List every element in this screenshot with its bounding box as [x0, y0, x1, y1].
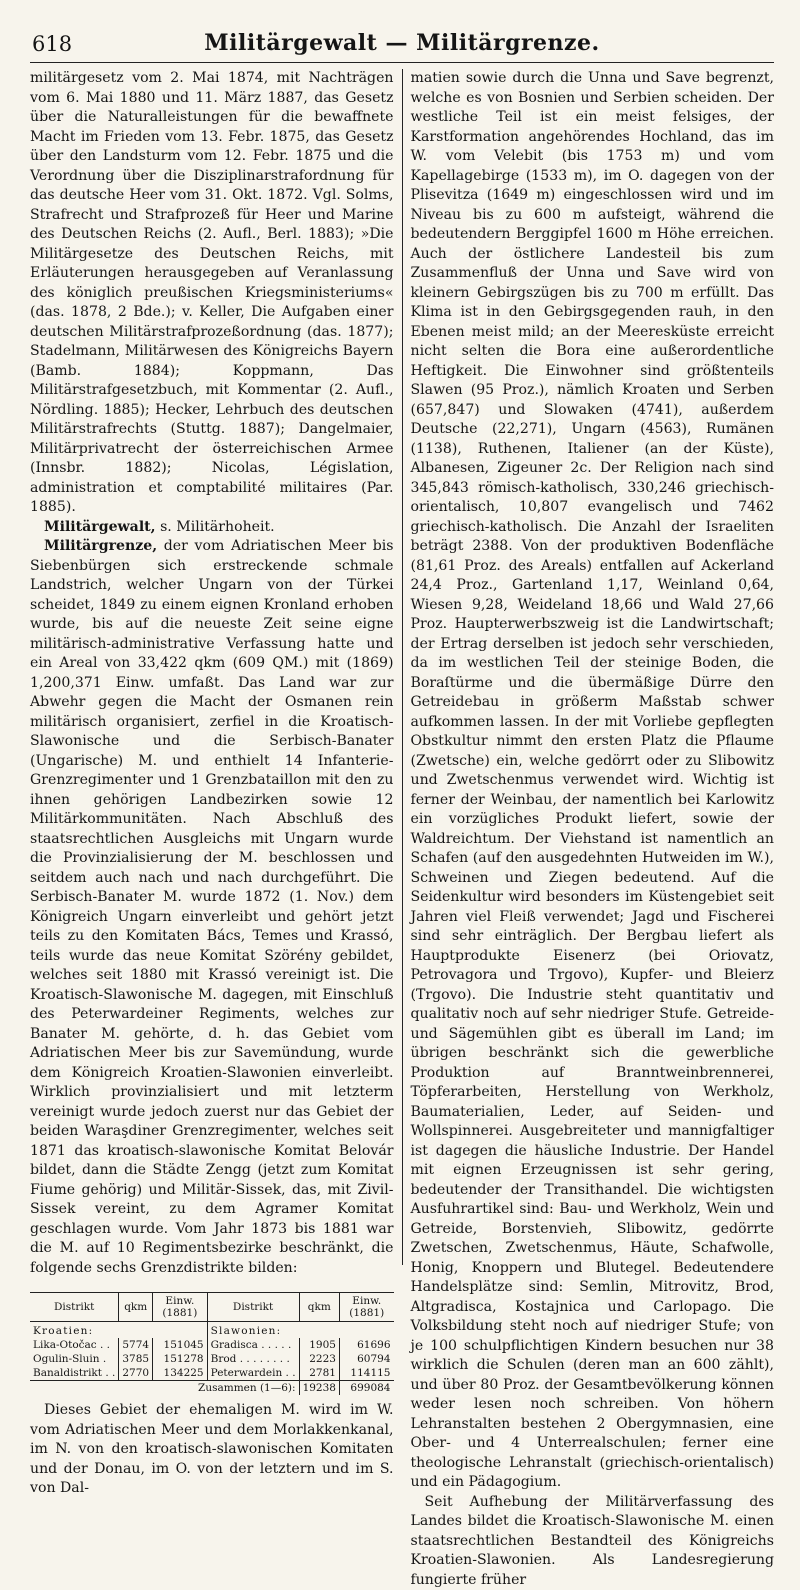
two-column-body [30, 69, 774, 1265]
table-header-row [30, 1293, 394, 1322]
headword: Militärgrenze, [44, 538, 157, 554]
table-row [30, 1366, 394, 1381]
total-label: Zusammen (1—6): [30, 1381, 299, 1396]
geography-paragraph: matien sowie durch die Unna und Save begrenzt, welche es von Bosnien und Serbien scheiden. Der westliche Teil ist ein meist felsiges, der Karstformation angehörendes Hochland, das im W. vom Velebit (bis 1753 m) und vom Kapellagebirge (1533 m), im O. dagegen von der Plisevitza (1649 m) eingeschlossen wird und im Niveau bis zu 600 m aufsteigt, während die bedeutendern Berggipfel 1600 m Höhe erreichen. Auch der östlichere Landesteil bis zum Zusammenfluß der Unna und Save wird von kleinern Gebirgszügen bis zu 700 m erfüllt. Das Klima ist in den Gebirgsgegenden rauh, in den Ebenen meist mild; an der Meeresküste erreicht nicht selten die Bora eine außerordentliche Heftigkeit. Die Einwohner sind größtenteils Slawen (95 Proz.), nämlich Kroaten und Serben (657,847) und Slowaken (4741), außerdem Deutsche (22,271), Ungarn (4563), Rumänen (1138), Ruthenen, Italiener (an der Küste), Albanesen, Zigeuner 2c. Der Religion nach sind 345,843 römisch-katholisch, 330,246 griechisch-orientalisch, 10,807 evangelisch und 7462 griechisch-katholisch. Die Anzahl der Israeliten beträgt 2388. Von der produktiven Bodenfläche (81,61 Proz. des Areals) entfallen auf Ackerland 24,4 Proz., Gartenland 1,17, Weinland 0,64, Wiesen 9,28, Weideland 18,66 und Wald 27,66 Proz. Haupterwerbszweig ist die Landwirtschaft; der Ertrag derselben ist jedoch sehr verschieden, da im westlichen Teil der steinige Boden, die Boraſtürme und die übermäßige Dürre den Getreidebau in größerm Maßstab schwer aufkommen lassen. In der mit Vorliebe gepflegten Obstkultur nimmt den ersten Platz die Pflaume (Zwetsche) ein, welche gedörrt oder zu Slibowitz und Zwetschenmus verwendet wird. Wichtig ist ferner der Weinbau, der namentlich bei Karlowitz ein vorzügliches Produkt liefert, sowie der Waldreichtum. Der Viehstand ist namentlich an Schafen (auf den ausgedehnten Hutweiden im W.), Schweinen und Ziegen bedeutend. Auf die Seidenkultur wird besonders im Küstengebiet seit Jahren viel Fleiß verwendet; Jagd und Fischerei sind sehr einträglich. Der Bergbau liefert als Hauptprodukte Eisenerz (bei Oriovatz, Petrovagora und Trgovo), Kupfer- und Bleierz (Trgovo). Die Industrie steht quantitativ und qualitativ noch auf sehr niedriger Stufe. Getreide- und Sägemühlen gibt es überall im Land; im übrigen beschränkt sich die gewerbliche Produktion auf Branntweinbrennerei, Töpferarbeiten, Herstellung von Werkholz, Baumaterialien, Leder, auf Seiden- und Wollspinnerei. Ausgebreiteter und mannigfaltiger ist dagegen die häusliche Industrie. Der Handel mit eignen Erzeugnissen ist sehr gering, bedeutender der Transithandel. Die wichtigsten Ausfuhrartikel sind: Bau- und Werkholz, Wein und Getreide, Borstenvieh, Slibowitz, gedörrte Zwetschen, Zwetschenmus, Häute, Schafwolle, Honig, Knoppern und Blutegel. Bedeutendere Handelsplätze sind: Semlin, Mitrovitz, Brod, Altgradisca, Kostajnica und Carlopago. Die Volksbildung steht noch auf niedriger Stufe; von je 100 schulpflichtigen Kindern besuchen nur 38 wirklich die Schulen (deren man an 600 zählt), und über 80 Proz. der Gesamtbevölkerung können weder lesen noch schreiben. Von höhern Lehranstalten bestehen 2 Obergymnasien, eine Ober- und 4 Unterrealschulen; ferner eine theologische Lehranstalt (griechisch-orientalisch) und ein Pädagogium. [411, 69, 775, 1493]
entry-text: s. Militärhoheit. [156, 519, 275, 535]
cell: 2223 [299, 1352, 339, 1366]
total-einw: 699084 [339, 1381, 393, 1396]
group-row [30, 1322, 394, 1339]
col-header: Einw. (1881) [153, 1293, 208, 1322]
page-number: 618 [32, 32, 72, 56]
boundaries-paragraph: Dieses Gebiet der ehemaligen M. wird im W. vom Adriatischen Meer und dem Morlakkenkanal, im N. von den kroatisch-slawonischen Komitaten und der Donau, im O. von der letztern und im S. von Dal- [30, 1401, 394, 1499]
cell: 151278 [153, 1352, 208, 1366]
running-title: Militärgewalt — Militärgrenze. [30, 30, 774, 56]
table-row [30, 1338, 394, 1352]
cell: 3785 [119, 1352, 153, 1366]
district-table [30, 1292, 394, 1395]
col-header: qkm [299, 1293, 339, 1322]
cell: Ogulin-Sluin . [30, 1352, 119, 1366]
cell: Brod . . . . . . . . [207, 1352, 299, 1366]
cell: 1905 [299, 1338, 339, 1352]
cell: 61696 [339, 1338, 393, 1352]
page-header [30, 22, 774, 63]
headword: Militärgewalt, [44, 519, 156, 535]
cell: 114115 [339, 1366, 393, 1381]
military-law-paragraph: militärgesetz vom 2. Mai 1874, mit Nachträgen vom 6. Mai 1880 und 11. März 1887, das Gesetz über die Naturalleistungen für die bewaffnete Macht im Frieden vom 13. Febr. 1875, das Gesetz über den Landsturm vom 12. Febr. 1875 und die Verordnung über die Disziplinarstrafordnung für das deutsche Heer vom 31. Okt. 1872. Vgl. Solms, Strafrecht und Strafprozeß für Heer und Marine des Deutschen Reichs (2. Aufl., Berl. 1883); »Die Militärgesetze des Deutschen Reichs, mit Erläuterungen herausgegeben auf Veranlassung des königlich preußischen Kriegsministeriums« (das. 1878, 2 Bde.); v. Keller, Die Aufgaben einer deutschen Militärstrafprozeßordnung (das. 1877); Stadelmann, Militärwesen des Königreichs Bayern (Bamb. 1884); Koppmann, Das Militärstrafgesetzbuch, mit Kommentar (2. Aufl., Nördling. 1885); Hecker, Lehrbuch des deutschen Militärstrafrechts (Stuttg. 1887); Dangelmaier, Militärprivatrecht der österreichischen Armee (Innsbr. 1882); Nicolas, Législation, administration et comptabilité militaires (Par. 1885). [30, 69, 394, 518]
cell: 2770 [119, 1366, 153, 1381]
cell: 2781 [299, 1366, 339, 1381]
entry-militaergrenze [30, 537, 394, 1278]
table-row [30, 1352, 394, 1366]
left-column [30, 69, 402, 1265]
cell: Peterwardein . . [207, 1366, 299, 1381]
cell: 151045 [153, 1338, 208, 1352]
right-column [403, 69, 775, 1265]
col-header: Distrikt [30, 1293, 119, 1322]
total-qkm: 19238 [299, 1381, 339, 1396]
entry-militaergewalt [30, 518, 394, 538]
col-header: qkm [119, 1293, 153, 1322]
cell: 5774 [119, 1338, 153, 1352]
entry-text: der vom Adriatischen Meer bis Siebenbürgen sich erstreckende schmale Landstrich, welcher Ungarn von der Türkei scheidet, 1849 zu einem eignen Kronland erhoben wurde, bis auf die neueste Zeit seine eigne militärisch-administrative Verfassung hatte und ein Areal von 33,422 qkm (609 QM.) mit (1869) 1,200,371 Einw. umfaßt. Das Land war zur Abwehr gegen die Macht der Osmanen rein militärisch organisiert, zerfiel in die Kroatisch-Slawonische und die Serbisch-Banater (Ungarische) M. und enthielt 14 Infanterie-Grenzregimenter und 1 Grenzbataillon mit den zu ihnen gehörigen Landbezirken sowie 12 Militärkommunitäten. Nach Abschluß des staatsrechtlichen Ausgleichs mit Ungarn wurde die Provinzialisierung der M. beschlossen und seitdem auch nach und nach durchgeführt. Die Serbisch-Banater M. wurde 1872 (1. Nov.) dem Königreich Ungarn einverleibt und gehört jetzt teils zu den Komitaten Bács, Temes und Krassó, teils wurde das neue Komitat Szörény gebildet, welches seit 1880 mit Krassó vereinigt ist. Die Kroatisch-Slawonische M. dagegen, mit Einschluß des Peterwardeiner Regiments, welches zur Banater M. gehörte, d. h. das Gebiet vom Adriatischen Meer bis zur Savemündung, wurde dem Königreich Kroatien-Slawonien einverleibt. Wirklich provinzialisiert und mit letzterm vereinigt wurde jedoch zuerst nur das Gebiet der beiden Waraşdiner Grenzregimenter, welches seit 1871 das kroatisch-slawonische Komitat Belovár bildet, dann die Städte Zengg (jetzt zum Komitat Fiume gehörig) und Militär-Sissek, das, mit Zivil-Sissek vereint, zu dem Agramer Komitat geschlagen wurde. Vom Jahr 1873 bis 1881 war die M. auf 10 Regimentsbezirke beschränkt, die folgende sechs Grenzdistrikte bilden: [30, 538, 394, 1276]
cell: 60794 [339, 1352, 393, 1366]
cell: Gradisca . . . . . [207, 1338, 299, 1352]
cell: Lika-Otočac . . [30, 1338, 119, 1352]
col-header: Distrikt [207, 1293, 299, 1322]
col-header: Einw. (1881) [339, 1293, 393, 1322]
total-row [30, 1381, 394, 1396]
cell: 134225 [153, 1366, 208, 1381]
group-label: Slawonien: [207, 1322, 393, 1339]
group-label: Kroatien: [30, 1322, 207, 1339]
administration-paragraph: Seit Aufhebung der Militärverfassung des Landes bildet die Kroatisch-Slawonische M. einen staatsrechtlichen Bestandteil des Königreichs Kroatien-Slawonien. Als Landesregierung fungierte früher [411, 1493, 775, 1590]
cell: Banaldistrikt . . [30, 1366, 119, 1381]
